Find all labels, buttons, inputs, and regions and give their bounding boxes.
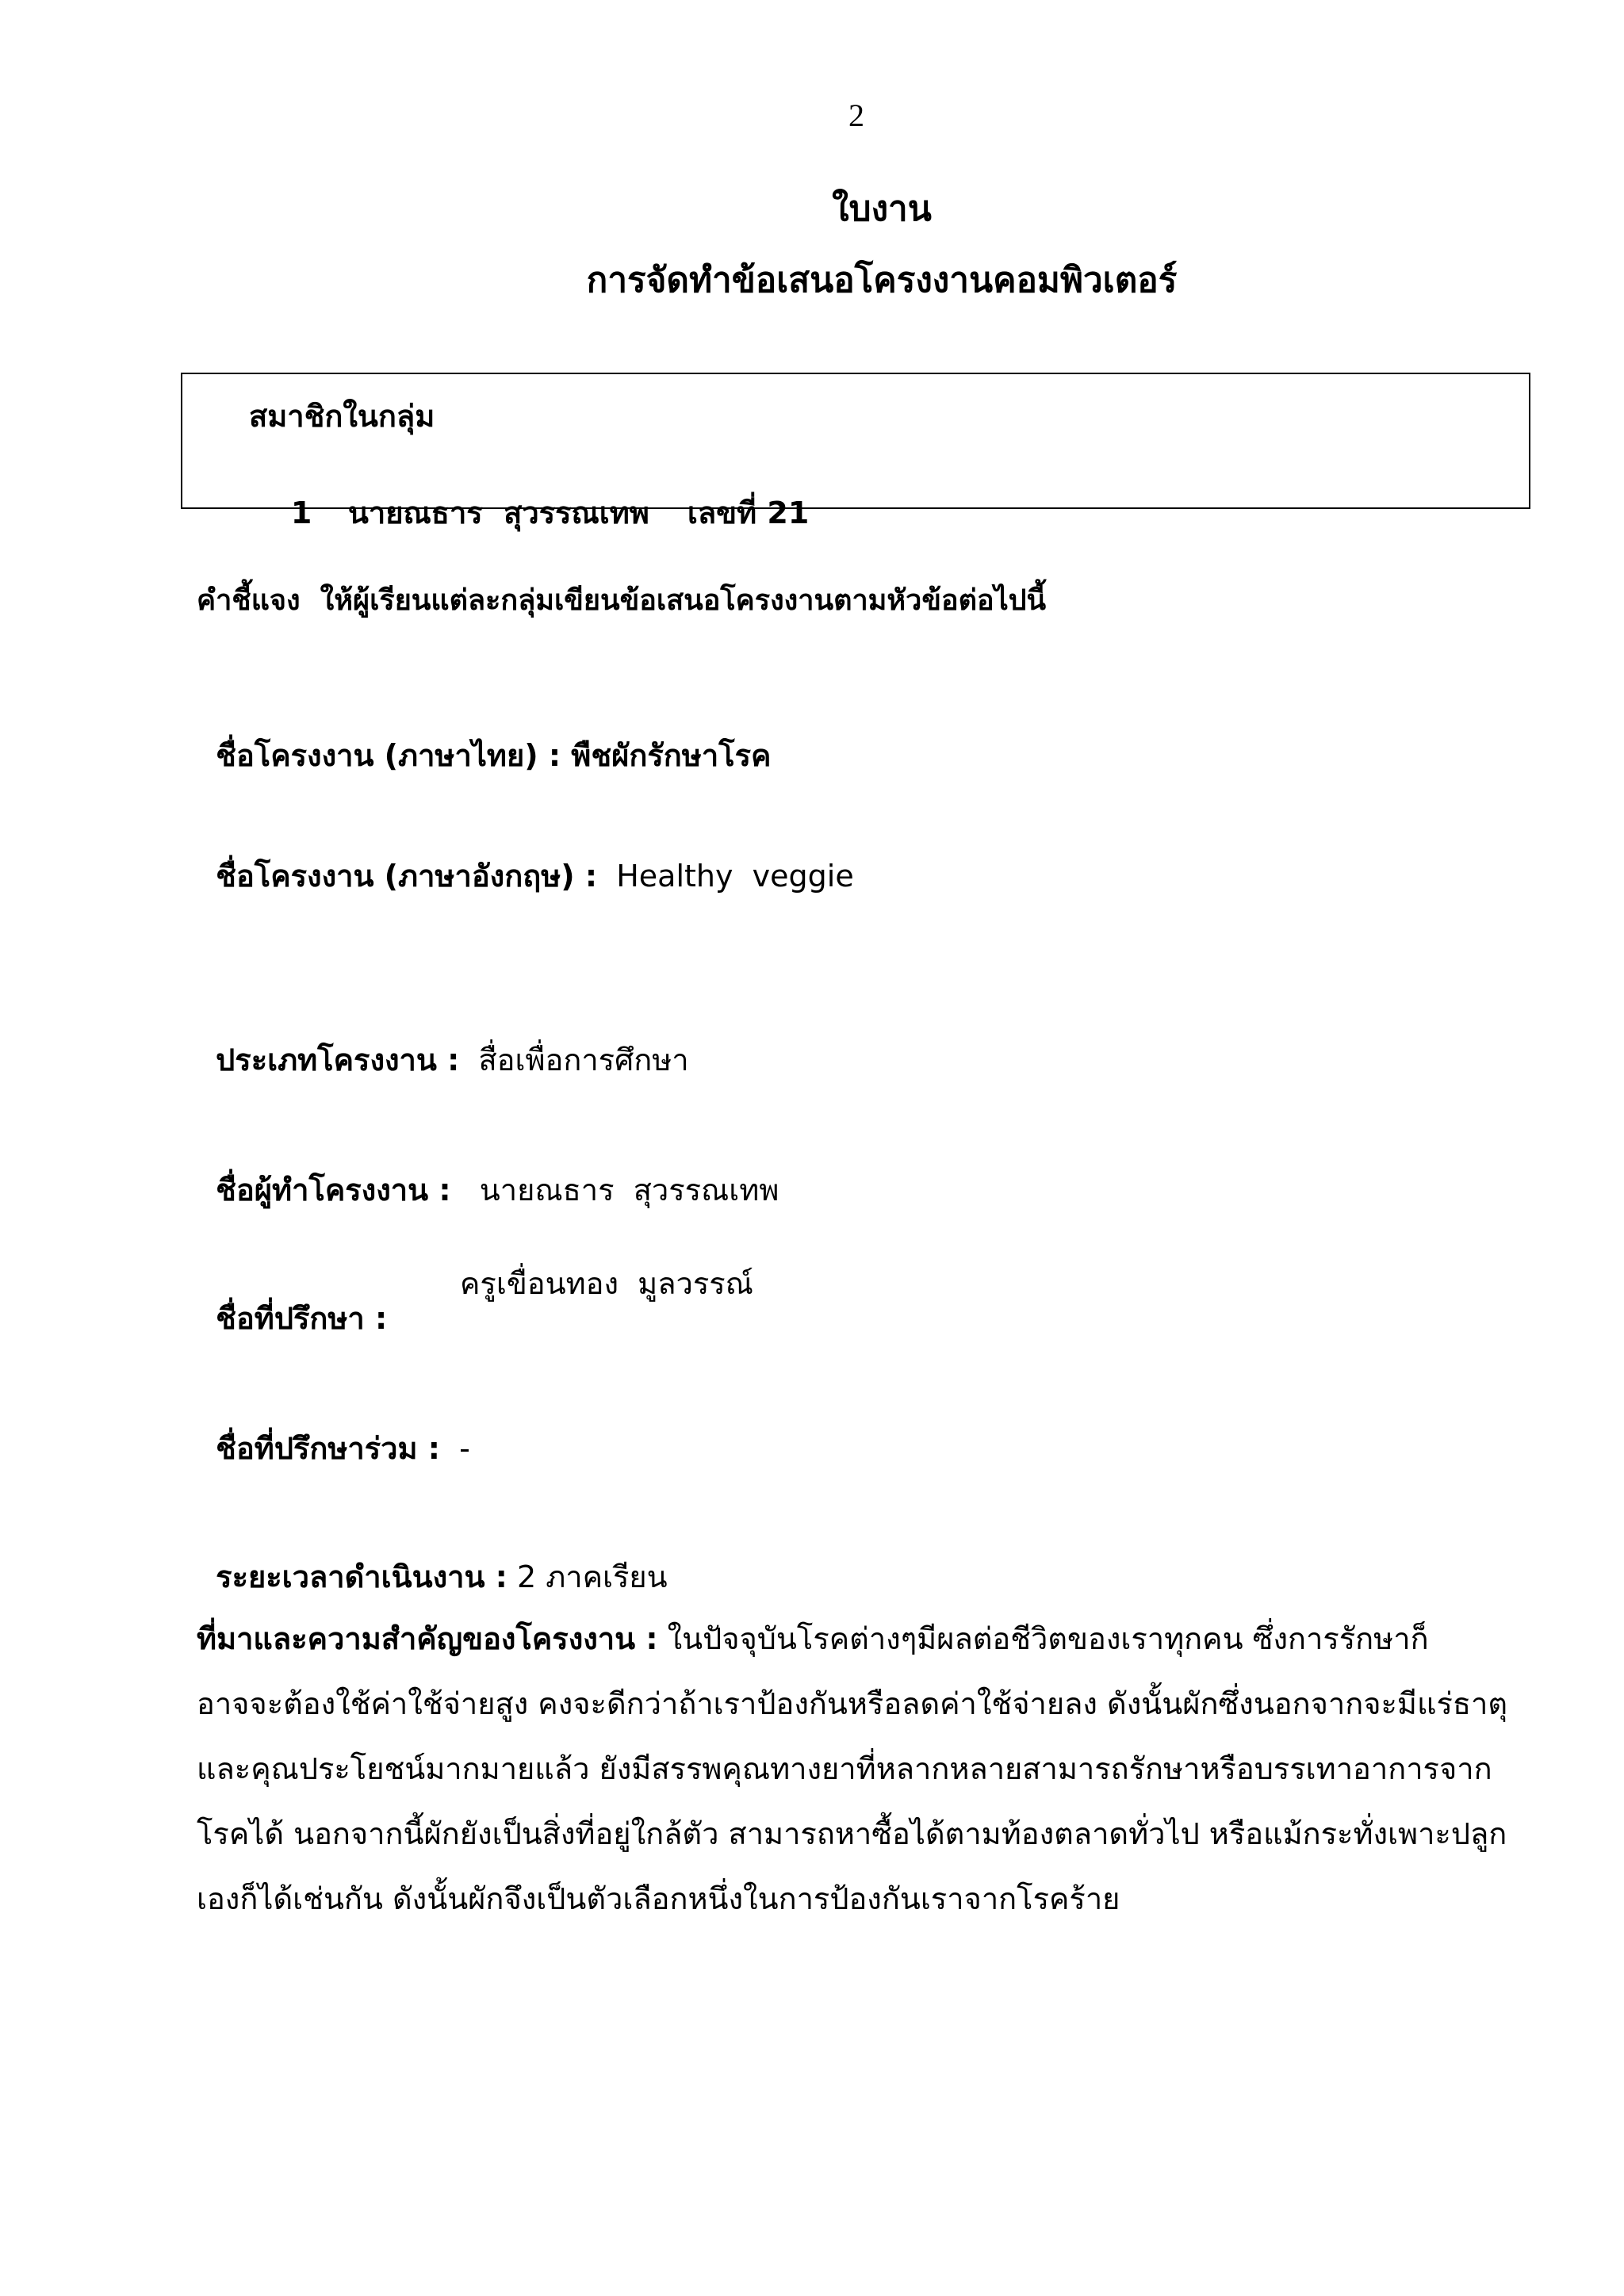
field-value: นายณธาร สุวรรณเทพ <box>450 1173 779 1207</box>
member-box <box>181 373 1530 530</box>
project-type <box>197 1001 689 1084</box>
project-duration <box>197 1517 668 1601</box>
project-co-advisor <box>197 1389 470 1472</box>
project-name-en <box>197 817 854 900</box>
background-line: โรคได้ นอกจากนี้ผักยังเป็นสิ่งที่อยู่ใกล้ตัว สามารถหาซื้อได้ตามท้องตลาดทั่วไป หรือแม้กระทั่งเพาะปลูก <box>197 1816 1507 1851</box>
field-label: ชื่อผู้ทำโครงงาน : <box>216 1173 451 1207</box>
background-paragraph <box>197 1606 1529 1931</box>
field-label: ชื่อที่ปรึกษาร่วม : <box>216 1431 440 1466</box>
field-value: สื่อเพื่อการศึกษา <box>459 1043 689 1077</box>
background-line: และคุณประโยชน์มากมายแล้ว ยังมีสรรพคุณทางยาที่หลากหลายสามารถรักษาหรือบรรเทาอาการจาก <box>197 1751 1492 1786</box>
field-value: Healthy veggie <box>597 859 854 894</box>
background-label: ที่มาและความสำคัญของโครงงาน : <box>197 1621 658 1656</box>
field-label: ระยะเวลาดำเนินงาน : <box>216 1559 508 1594</box>
document-subtitle: การจัดทำข้อเสนอโครงงานคอมพิวเตอร์ <box>586 260 1178 300</box>
background-text: ในปัจจุบันโรคต่างๆมีผลต่อชีวิตของเราทุกคน ซึ่งการรักษาก็ <box>657 1621 1429 1656</box>
field-label: ชื่อโครงงาน (ภาษาอังกฤษ) : <box>216 859 598 894</box>
background-line <box>197 1606 1529 1671</box>
document-title: ใบงาน <box>832 189 932 229</box>
member-heading: สมาชิกในกลุ่ม <box>249 399 435 434</box>
page-number: 2 <box>848 98 864 133</box>
member-name: นายณธาร สุวรรณเทพ <box>347 496 649 530</box>
field-value: 2 ภาคเรียน <box>507 1559 668 1594</box>
project-author <box>197 1131 779 1214</box>
field-label: ชื่อโครงงาน (ภาษาไทย) : <box>216 738 561 773</box>
project-advisor <box>197 1259 753 1342</box>
field-value: - <box>439 1431 470 1466</box>
member-number: เลขที่ 21 <box>687 496 810 530</box>
field-label: ประเภทโครงงาน : <box>216 1043 460 1077</box>
member-no: 1 <box>290 496 312 530</box>
field-value: ครูเขื่อนทอง มูลวรรณ์ <box>460 1266 753 1301</box>
field-label: ชื่อที่ปรึกษา : <box>216 1301 388 1336</box>
member-row <box>249 453 809 572</box>
background-line: อาจจะต้องใช้ค่าใช้จ่ายสูง คงจะดีกว่าถ้าเราป้องกันหรือลดค่าใช้จ่ายลง ดังนั้นผักซึ่งนอกจากจะมีแร่ธาตุ <box>197 1686 1508 1721</box>
project-name-th <box>197 696 771 779</box>
field-value: พืชผักรักษาโรค <box>561 738 772 773</box>
instruction: คำชี้แจง ให้ผู้เรียนแต่ละกลุ่มเขียนข้อเสนอโครงงานตามหัวข้อต่อไปนี้ <box>197 584 1047 617</box>
background-line: เองก็ได้เช่นกัน ดังนั้นผักจึงเป็นตัวเลือกหนึ่งในการป้องกันเราจากโรคร้าย <box>197 1881 1120 1916</box>
